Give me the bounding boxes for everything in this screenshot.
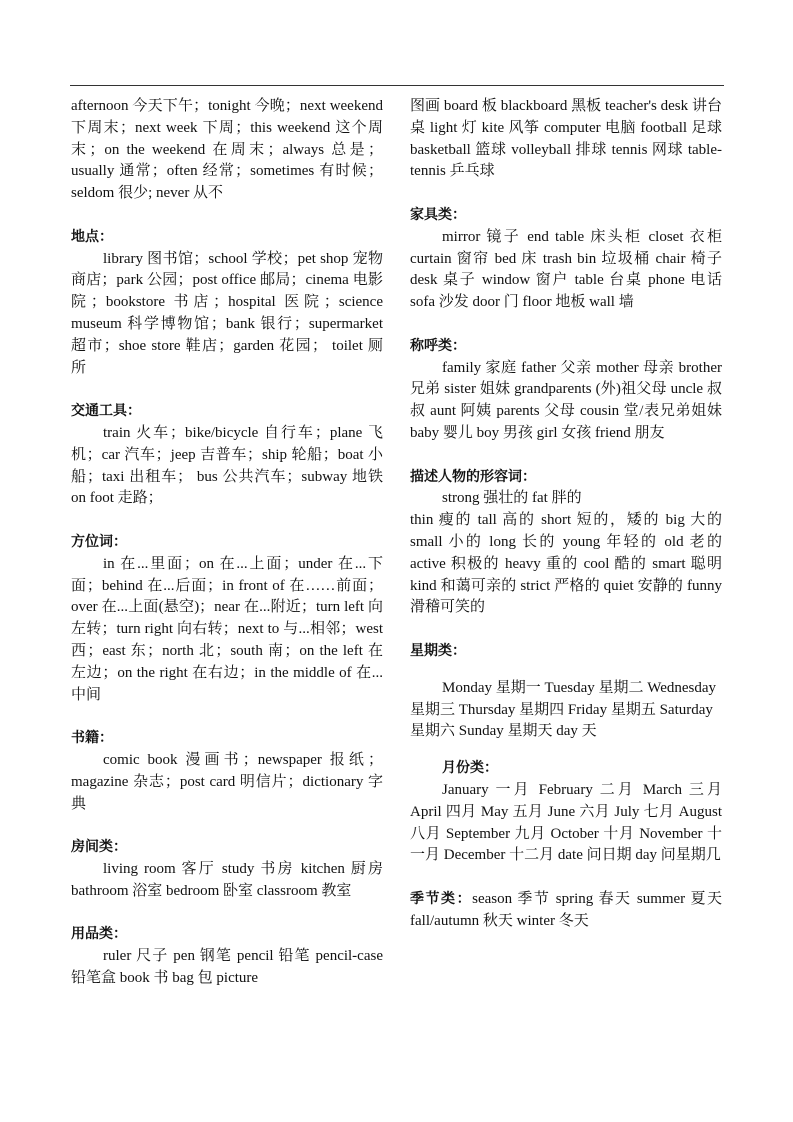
adjectives-first-line: strong 强壮的 fat 胖的 [442,490,582,507]
supplies-section [71,924,383,989]
places-section [71,227,383,380]
adjectives-section [410,467,722,620]
seasons-words: season 季节 spring 春天 summer 夏天 fall/autumn 秋天 winter 冬天 [410,890,722,929]
books-section [71,728,383,815]
supplies-continued-section [410,96,722,183]
prepositions-words: in 在...里面；on 在...上面；under 在...下面；behind 在...后面；in front of 在……前面；over 在...上面(悬空)；near 在...附近；turn left 向左转；turn right 向右转；next to 与...相邻；west 西；east 东；north 北；south 南；on the left 在左边；on the right 在右边；in the middle of 在...中间 [71,555,383,703]
family-words: family 家庭 father 父亲 mother 母亲 brother 兄弟 sister 姐妹 grandparents (外)祖父母 uncle 叔叔 aunt 阿姨 parents 父母 cousin 堂/表兄弟姐妹 baby 婴儿 boy 男孩 girl 女孩 friend 朋友 [410,359,722,441]
weekdays-section [410,641,722,743]
transport-words: train 火车；bike/bicycle 自行车；plane 飞机；car 汽车；jeep 吉普车；ship 轮船；boat 小船；taxi 出租车； bus 公共汽车；subway 地铁 on foot 走路； [71,424,383,507]
family-heading: 称呼类： [410,337,466,354]
seasons-section [410,889,722,933]
prepositions-section [71,532,383,706]
weekdays-words: Monday 星期一 Tuesday 星期二 Wednesday 星期三 Thursday 星期四 Friday 星期五 Saturday 星期六 Sunday 星期天 day 天 [410,679,717,740]
supplies-heading: 用品类： [71,926,127,943]
seasons-line [410,889,722,933]
books-heading: 书籍： [71,730,113,747]
supplies-words: ruler 尺子 pen 钢笔 pencil 铅笔 pencil-case 铅笔盒 book 书 bag 包 picture [71,948,383,986]
rooms-words: living room 客厅 study 书房 kitchen 厨房 bathroom 浴室 bedroom 卧室 classroom 教室 [71,860,383,899]
rooms-heading: 房间类： [71,839,127,856]
places-heading: 地点： [71,228,113,245]
supplies-continued-words: 图画 board 板 blackboard 黑板 teacher's desk 讲台桌 light 灯 kite 风筝 computer 电脑 football 足球 basketball 篮球 volleyball 排球 tennis 网球 table-tennis 乒乓球 [410,98,722,180]
time-section [71,96,383,205]
family-section [410,336,722,445]
weekdays-heading: 星期类： [410,642,466,659]
right-column [410,96,722,954]
transport-heading: 交通工具： [71,403,141,420]
header-rule [70,85,724,86]
time-words: afternoon 今天下午；tonight 今晚；next weekend 下周末；next week 下周；this weekend 这个周末；on the weekend 在周末；always 总是；usually 通常；often 经常；sometimes 有时候；seldom 很少; never 从不 [71,98,383,202]
adjectives-words: thin 瘦的 tall 高的 short 短的，矮的 big 大的 small 小的 long 长的 young 年轻的 old 老的 active 积极的 heavy 重的 cool 酷的 smart 聪明 kind 和蔼可亲的 strict 严格的 quiet 安静的 funny 滑稽可笑的 [410,512,722,616]
adjectives-heading: 描述人物的形容词： [410,468,536,485]
months-section [410,758,722,867]
rooms-section [71,837,383,902]
months-words: January 一月 February 二月 March 三月 April 四月 May 五月 June 六月 July 七月 August 八月 September 九月 October 十月 November 十一月 December 十二月 date 问日期 day 问星期几 [410,781,722,864]
books-words: comic book 漫画书；newspaper 报纸；magazine 杂志；post card 明信片；dictionary 字典 [71,751,383,812]
transport-section [71,401,383,510]
furniture-words: mirror 镜子 end table 床头柜 closet 衣柜 curtain 窗帘 bed 床 trash bin 垃圾桶 chair 椅子 desk 桌子 window 窗户 table 台桌 phone 电话 sofa 沙发 door 门 floor 地板 wall 墙 [410,228,722,311]
furniture-heading: 家具类： [410,206,466,223]
prepositions-heading: 方位词： [71,533,127,550]
furniture-section [410,205,722,314]
left-column [71,96,383,1011]
places-words: library 图书馆；school 学校；pet shop 宠物商店；park 公园；post office 邮局；cinema 电影院；bookstore 书店；hospital 医院；science museum 科学博物馆；bank 银行；supermarket 超市；shoe store 鞋店；garden 花园； toilet 厕所 [71,250,383,376]
seasons-heading: 季节类： [410,890,473,907]
months-heading: 月份类： [442,760,498,777]
